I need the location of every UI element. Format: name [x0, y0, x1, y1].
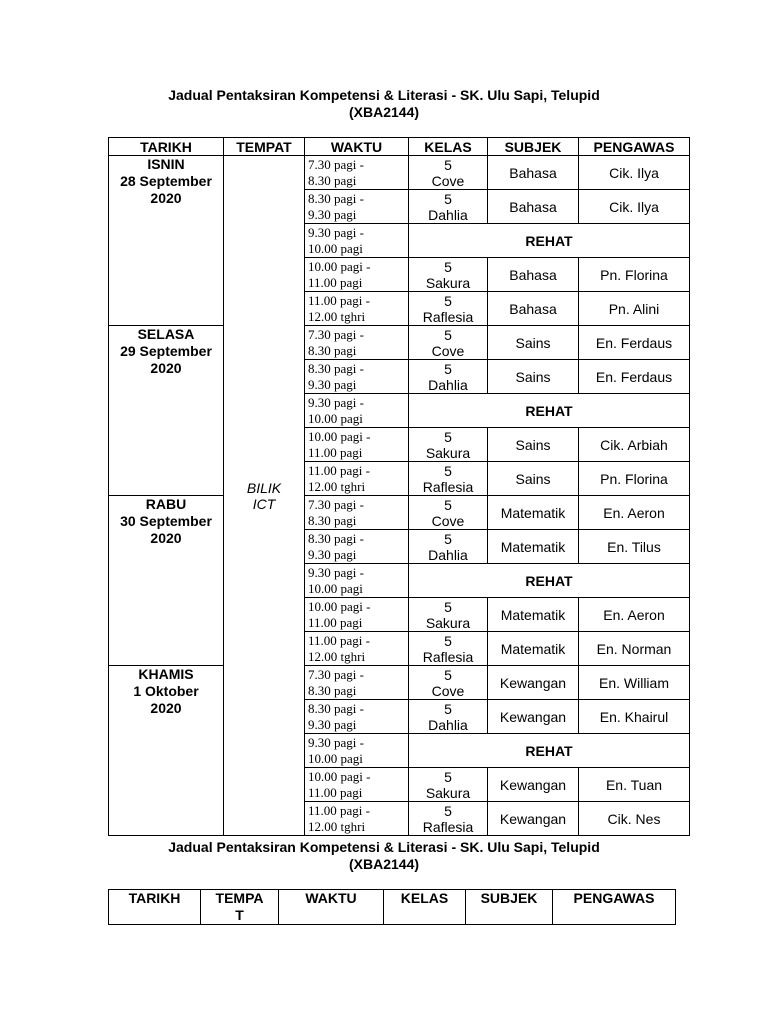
pengawas-cell: En. Khairul — [579, 700, 690, 734]
subjek-cell: Sains — [488, 428, 579, 462]
second-header-tarikh: TARIKH — [109, 890, 201, 925]
pengawas-cell: En. William — [579, 666, 690, 700]
second-header-tempat: TEMPA T — [201, 890, 279, 925]
date-cell: SELASA 29 September 2020 — [109, 326, 224, 496]
time-cell: 10.00 pagi - 11.00 pagi — [305, 428, 409, 462]
rehat-cell: REHAT — [409, 564, 690, 598]
pengawas-cell: En. Norman — [579, 632, 690, 666]
time-cell: 7.30 pagi - 8.30 pagi — [305, 666, 409, 700]
table-row — [109, 496, 690, 530]
kelas-cell: 5 Raflesia — [409, 292, 488, 326]
header-pengawas: PENGAWAS — [579, 138, 690, 156]
pengawas-cell: En. Tuan — [579, 768, 690, 802]
date-cell: ISNIN 28 September 2020 — [109, 156, 224, 326]
second-header-row — [109, 890, 676, 925]
rehat-cell: REHAT — [409, 224, 690, 258]
time-cell: 8.30 pagi - 9.30 pagi — [305, 360, 409, 394]
room-cell: BILIK ICT — [224, 156, 305, 836]
time-cell: 9.30 pagi - 10.00 pagi — [305, 394, 409, 428]
time-cell: 8.30 pagi - 9.30 pagi — [305, 700, 409, 734]
kelas-cell: 5 Sakura — [409, 768, 488, 802]
kelas-cell: 5 Sakura — [409, 598, 488, 632]
second-header-waktu: WAKTU — [279, 890, 384, 925]
second-title-line2: (XBA2144) — [348, 856, 420, 872]
subjek-cell: Kewangan — [488, 802, 579, 836]
kelas-cell: 5 Dahlia — [409, 360, 488, 394]
pengawas-cell: Cik. Nes — [579, 802, 690, 836]
pengawas-cell: Cik. Ilya — [579, 156, 690, 190]
time-cell: 9.30 pagi - 10.00 pagi — [305, 734, 409, 768]
time-cell: 7.30 pagi - 8.30 pagi — [305, 496, 409, 530]
subjek-cell: Sains — [488, 462, 579, 496]
second-header-subjek: SUBJEK — [466, 890, 553, 925]
time-cell: 11.00 pagi - 12.00 tghri — [305, 292, 409, 326]
kelas-cell: 5 Sakura — [409, 428, 488, 462]
time-cell: 10.00 pagi - 11.00 pagi — [305, 258, 409, 292]
kelas-cell: 5 Sakura — [409, 258, 488, 292]
kelas-cell: 5 Cove — [409, 666, 488, 700]
kelas-cell: 5 Dahlia — [409, 700, 488, 734]
kelas-cell: 5 Cove — [409, 156, 488, 190]
pengawas-cell: Cik. Ilya — [579, 190, 690, 224]
time-cell: 8.30 pagi - 9.30 pagi — [305, 530, 409, 564]
subjek-cell: Kewangan — [488, 768, 579, 802]
pengawas-cell: En. Ferdaus — [579, 360, 690, 394]
time-cell: 11.00 pagi - 12.00 tghri — [305, 632, 409, 666]
schedule-title — [0, 87, 768, 121]
subjek-cell: Sains — [488, 360, 579, 394]
pengawas-cell: En. Aeron — [579, 598, 690, 632]
schedule-title-line2: (XBA2144) — [348, 104, 420, 120]
time-cell: 10.00 pagi - 11.00 pagi — [305, 598, 409, 632]
kelas-cell: 5 Raflesia — [409, 802, 488, 836]
subjek-cell: Kewangan — [488, 666, 579, 700]
header-kelas: KELAS — [409, 138, 488, 156]
pengawas-cell: Cik. Arbiah — [579, 428, 690, 462]
time-cell: 11.00 pagi - 12.00 tghri — [305, 802, 409, 836]
rehat-cell: REHAT — [409, 734, 690, 768]
second-schedule-title — [0, 839, 768, 873]
header-row — [109, 138, 690, 156]
kelas-cell: 5 Cove — [409, 496, 488, 530]
schedule-title-line1: Jadual Pentaksiran Kompetensi & Literasi - SK. Ulu Sapi, Telupid — [168, 87, 600, 103]
time-cell: 7.30 pagi - 8.30 pagi — [305, 156, 409, 190]
second-header-kelas: KELAS — [384, 890, 466, 925]
second-header-pengawas: PENGAWAS — [553, 890, 676, 925]
kelas-cell: 5 Cove — [409, 326, 488, 360]
time-cell: 11.00 pagi - 12.00 tghri — [305, 462, 409, 496]
kelas-cell: 5 Dahlia — [409, 530, 488, 564]
kelas-cell: 5 Raflesia — [409, 462, 488, 496]
header-tempat: TEMPAT — [224, 138, 305, 156]
subjek-cell: Matematik — [488, 632, 579, 666]
subjek-cell: Matematik — [488, 496, 579, 530]
header-subjek: SUBJEK — [488, 138, 579, 156]
rehat-cell: REHAT — [409, 394, 690, 428]
time-cell: 10.00 pagi - 11.00 pagi — [305, 768, 409, 802]
subjek-cell: Kewangan — [488, 700, 579, 734]
table-row — [109, 156, 690, 190]
time-cell: 9.30 pagi - 10.00 pagi — [305, 564, 409, 598]
subjek-cell: Bahasa — [488, 258, 579, 292]
time-cell: 8.30 pagi - 9.30 pagi — [305, 190, 409, 224]
subjek-cell: Bahasa — [488, 292, 579, 326]
kelas-cell: 5 Dahlia — [409, 190, 488, 224]
second-title-line1: Jadual Pentaksiran Kompetensi & Literasi - SK. Ulu Sapi, Telupid — [168, 839, 600, 855]
pengawas-cell: Pn. Florina — [579, 462, 690, 496]
subjek-cell: Sains — [488, 326, 579, 360]
kelas-cell: 5 Raflesia — [409, 632, 488, 666]
header-waktu: WAKTU — [305, 138, 409, 156]
table-row — [109, 666, 690, 700]
pengawas-cell: En. Ferdaus — [579, 326, 690, 360]
subjek-cell: Bahasa — [488, 156, 579, 190]
header-tarikh: TARIKH — [109, 138, 224, 156]
time-cell: 7.30 pagi - 8.30 pagi — [305, 326, 409, 360]
time-cell: 9.30 pagi - 10.00 pagi — [305, 224, 409, 258]
pengawas-cell: En. Tilus — [579, 530, 690, 564]
pengawas-cell: Pn. Alini — [579, 292, 690, 326]
subjek-cell: Matematik — [488, 598, 579, 632]
schedule-table — [108, 137, 690, 836]
pengawas-cell: En. Aeron — [579, 496, 690, 530]
date-cell: RABU 30 September 2020 — [109, 496, 224, 666]
subjek-cell: Matematik — [488, 530, 579, 564]
pengawas-cell: Pn. Florina — [579, 258, 690, 292]
subjek-cell: Bahasa — [488, 190, 579, 224]
second-schedule-table — [108, 889, 676, 925]
table-row — [109, 326, 690, 360]
date-cell: KHAMIS 1 Oktober 2020 — [109, 666, 224, 836]
